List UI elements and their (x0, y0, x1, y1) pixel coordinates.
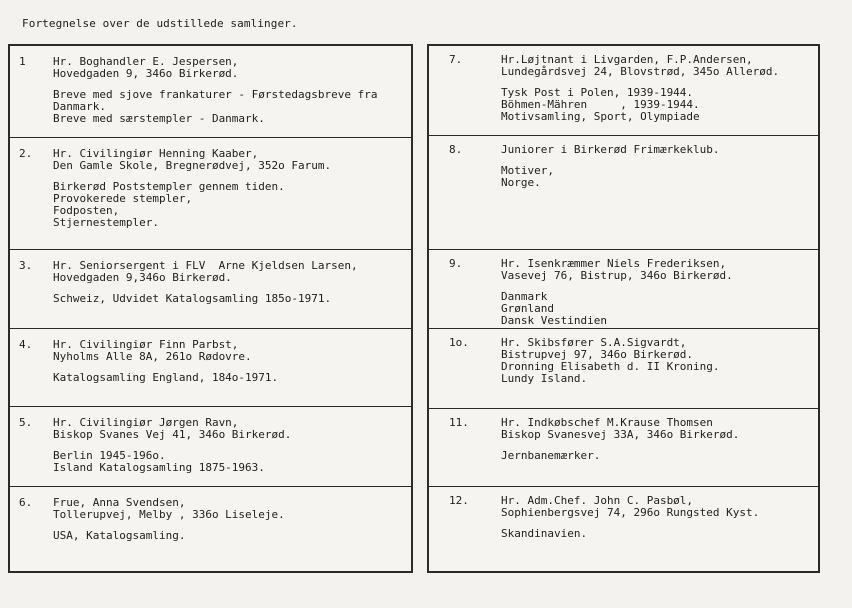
collection-line: Stjernestempler. (53, 216, 159, 229)
entry-text (53, 339, 407, 384)
entry-number: 1o. (449, 336, 469, 349)
exhibitor-line: Frue, Anna Svendsen, (53, 496, 186, 509)
collection-line: Breve med særstempler - Danmark. (53, 112, 265, 125)
entry-text (501, 417, 814, 462)
exhibit-entry (429, 249, 818, 328)
collection-line: Katalogsamling England, 184o-1971. (53, 371, 279, 384)
collection-line: Motiver, (501, 164, 554, 177)
page-title: Fortegnelse over de udstillede samlinger. (22, 17, 298, 30)
collection-line: Norge. (501, 176, 541, 189)
collection-line: Grønland (501, 302, 554, 315)
exhibitor-line: Hr. Isenkræmmer Niels Frederiksen, (501, 257, 727, 270)
collection-line: Tysk Post i Polen, 1939-1944. (501, 86, 694, 99)
entry-number: 9. (449, 257, 463, 270)
exhibit-entry (10, 328, 411, 406)
entry-text (501, 337, 814, 385)
entry-number: 6. (19, 496, 33, 509)
exhibitor-line: Lundy Island. (501, 372, 588, 385)
exhibitor-line: Biskop Svanes Vej 41, 346o Birkerød. (53, 428, 292, 441)
collection-line: Böhmen-Mähren , 1939-1944. (501, 98, 700, 111)
paragraph-gap (501, 282, 814, 291)
exhibitor-line: Tollerupvej, Melby , 336o Liseleje. (53, 508, 285, 521)
exhibitor-line: Bistrupvej 97, 346o Birkerød. (501, 348, 694, 361)
exhibitor-line: Hr. Skibsfører S.A.Sigvardt, (501, 336, 687, 349)
exhibitor-line: Hr. Boghandler E. Jespersen, (53, 55, 239, 68)
entry-text (501, 495, 814, 540)
collection-line: Dansk Vestindien (501, 314, 607, 327)
collection-line: Danmark (501, 290, 548, 303)
collection-line: Jernbanemærker. (501, 449, 601, 462)
exhibit-entry (10, 137, 411, 249)
collection-line: Birkerød Poststempler gennem tiden. (53, 180, 285, 193)
collection-line: Breve med sjove frankaturer - Førstedagsbreve fra (53, 88, 378, 101)
entry-number: 3. (19, 259, 33, 272)
collection-line: Fodposten, (53, 204, 120, 217)
exhibitor-line: Lundegårdsvej 24, Blovstrød, 345o Allerød. (501, 65, 780, 78)
entry-text (53, 497, 407, 542)
exhibit-entry (10, 406, 411, 486)
collection-line: Danmark. (53, 100, 106, 113)
entry-text (53, 260, 407, 305)
collection-line: Provokerede stempler, (53, 192, 193, 205)
exhibit-entry (429, 408, 818, 486)
exhibitor-line: Juniorer i Birkerød Frimærkeklub. (501, 143, 720, 156)
collection-line: Berlin 1945-196o. (53, 449, 166, 462)
exhibit-entry (429, 328, 818, 408)
exhibitor-line: Biskop Svanesvej 33A, 346o Birkerød. (501, 428, 740, 441)
exhibitor-line: Hr. Indkøbschef M.Krause Thomsen (501, 416, 713, 429)
entry-text (53, 417, 407, 474)
entry-text (501, 144, 814, 189)
exhibit-entry (429, 135, 818, 249)
exhibitor-line: Vasevej 76, Bistrup, 346o Birkerød. (501, 269, 733, 282)
entry-number: 5. (19, 416, 33, 429)
entry-number: 11. (449, 416, 469, 429)
entry-text (53, 148, 407, 229)
collection-line: Island Katalogsamling 1875-1963. (53, 461, 265, 474)
collection-line: Skandinavien. (501, 527, 588, 540)
entry-text (501, 54, 814, 123)
entry-number: 2. (19, 147, 33, 160)
exhibitor-line: Nyholms Alle 8A, 261o Rødovre. (53, 350, 252, 363)
exhibitor-line: Hr. Civilingiør Finn Parbst, (53, 338, 239, 351)
collection-line: Motivsamling, Sport, Olympiade (501, 110, 700, 123)
exhibit-entry (10, 486, 411, 575)
entry-number: 12. (449, 494, 469, 507)
entry-number: 1 (19, 55, 26, 68)
entry-number: 8. (449, 143, 463, 156)
entry-number: 4. (19, 338, 33, 351)
exhibitor-line: Hr. Civilingiør Henning Kaaber, (53, 147, 259, 160)
exhibitor-line: Hr. Civilingiør Jørgen Ravn, (53, 416, 239, 429)
right-column (427, 44, 820, 573)
exhibitor-line: Hr.Løjtnant i Livgarden, F.P.Andersen, (501, 53, 753, 66)
exhibitor-line: Hr. Adm.Chef. John C. Pasbøl, (501, 494, 694, 507)
entry-text (501, 258, 814, 327)
exhibit-entry (10, 46, 411, 137)
collection-line: Schweiz, Udvidet Katalogsamling 185o-1971. (53, 292, 332, 305)
exhibitor-line: Hovedgaden 9, 346o Birkerød. (53, 67, 239, 80)
exhibit-entry (429, 46, 818, 135)
exhibitor-line: Hovedgaden 9,346o Birkerød. (53, 271, 232, 284)
left-column (8, 44, 413, 573)
exhibitor-line: Den Gamle Skole, Bregnerødvej, 352o Farum. (53, 159, 332, 172)
exhibitor-line: Dronning Elisabeth d. II Kroning. (501, 360, 720, 373)
exhibit-entry (429, 486, 818, 575)
entry-number: 7. (449, 53, 463, 66)
collection-line: USA, Katalogsamling. (53, 529, 186, 542)
entry-text (53, 56, 407, 125)
exhibit-entry (10, 249, 411, 328)
exhibitor-line: Hr. Seniorsergent i FLV Arne Kjeldsen Larsen, (53, 259, 358, 272)
exhibitor-line: Sophienbergsvej 74, 296o Rungsted Kyst. (501, 506, 760, 519)
